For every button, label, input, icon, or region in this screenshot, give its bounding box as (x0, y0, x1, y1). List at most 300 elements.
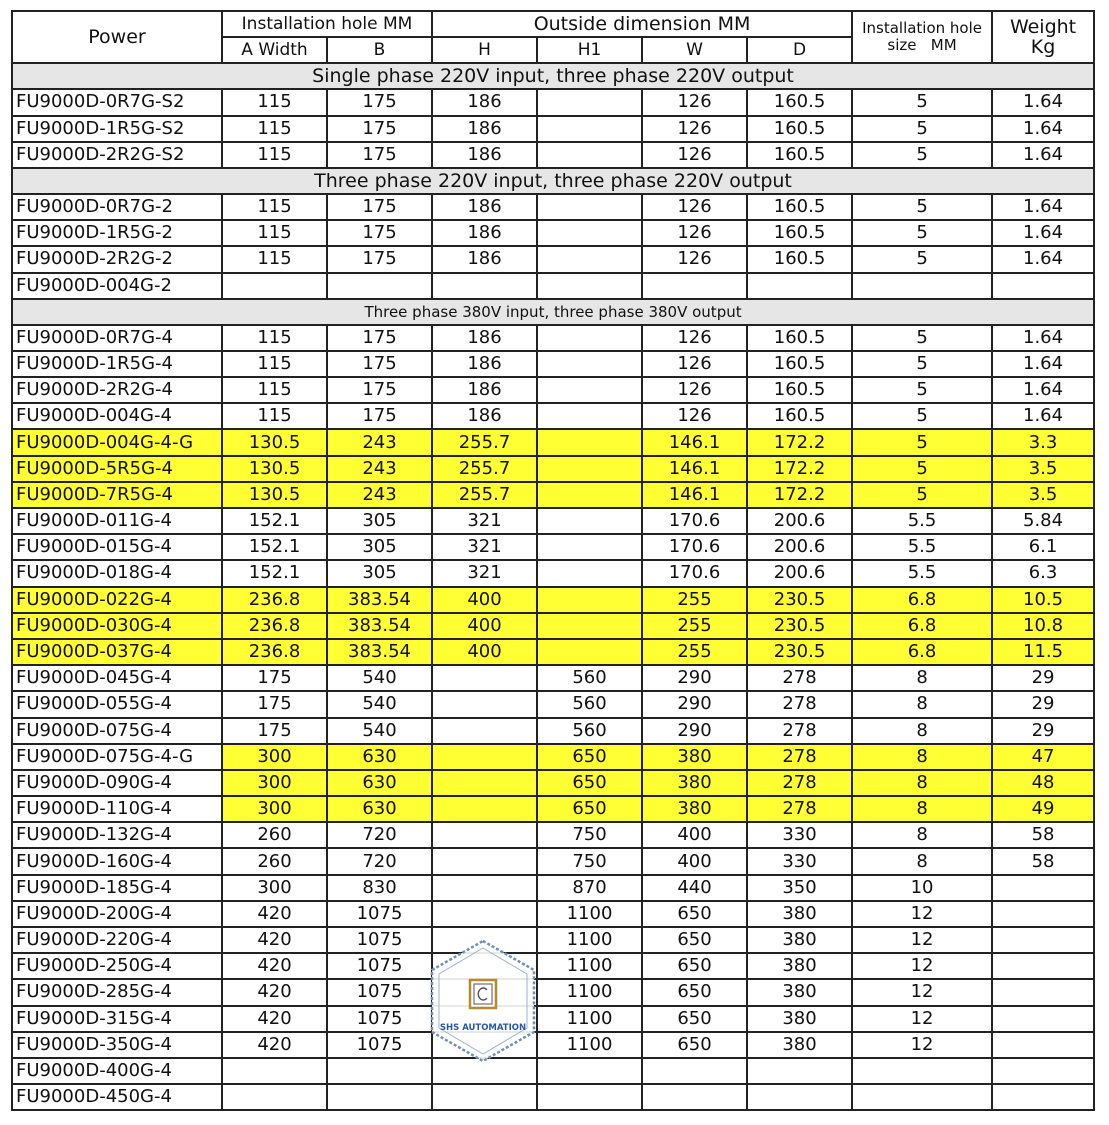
cell-model: FU9000D-2R2G-S2 (12, 142, 222, 168)
header-install-hole: Installation hole MM (222, 11, 432, 37)
cell-h (432, 744, 537, 770)
cell-weight (992, 1032, 1094, 1058)
cell-d: 278 (747, 770, 852, 796)
cell-d: 380 (747, 979, 852, 1005)
cell-hole-size: 12 (852, 901, 992, 927)
cell-d: 380 (747, 1006, 852, 1032)
cell-w: 126 (642, 142, 747, 168)
cell-b: 540 (327, 718, 432, 744)
cell-d (747, 1084, 852, 1110)
table-row (12, 377, 1094, 403)
cell-a-width: 115 (222, 325, 327, 351)
table-row (12, 901, 1094, 927)
cell-b: 383.54 (327, 587, 432, 613)
table-row (12, 456, 1094, 482)
cell-hole-size: 12 (852, 979, 992, 1005)
cell-w: 146.1 (642, 482, 747, 508)
cell-hole-size: 8 (852, 848, 992, 874)
cell-weight: 58 (992, 822, 1094, 848)
cell-hole-size: 5.5 (852, 534, 992, 560)
cell-w: 380 (642, 770, 747, 796)
cell-hole-size: 10 (852, 875, 992, 901)
cell-b: 540 (327, 665, 432, 691)
header-a-width: A Width (222, 37, 327, 63)
cell-b: 175 (327, 220, 432, 246)
cell-h: 255.7 (432, 482, 537, 508)
cell-model: FU9000D-2R2G-2 (12, 246, 222, 272)
cell-hole-size: 12 (852, 927, 992, 953)
header-outside-dimension: Outside dimension MM (432, 11, 852, 37)
cell-model: FU9000D-0R7G-S2 (12, 89, 222, 115)
cell-b: 243 (327, 482, 432, 508)
cell-b: 1075 (327, 1032, 432, 1058)
cell-b: 243 (327, 456, 432, 482)
cell-model: FU9000D-004G-2 (12, 273, 222, 299)
cell-b: 383.54 (327, 613, 432, 639)
table-row (12, 429, 1094, 455)
cell-a-width: 115 (222, 403, 327, 429)
cell-model: FU9000D-1R5G-2 (12, 220, 222, 246)
cell-hole-size: 8 (852, 665, 992, 691)
cell-h1 (537, 273, 642, 299)
table-row (12, 587, 1094, 613)
table-row (12, 744, 1094, 770)
header-weight-line2: Kg (1030, 36, 1056, 59)
section-title: Three phase 380V input, three phase 380V output (12, 299, 1094, 325)
cell-h1 (537, 246, 642, 272)
cell-h1: 560 (537, 691, 642, 717)
table-row (12, 116, 1094, 142)
cell-b: 175 (327, 142, 432, 168)
cell-hole-size (852, 1084, 992, 1110)
cell-h: 186 (432, 116, 537, 142)
cell-a-width: 130.5 (222, 429, 327, 455)
cell-h1: 650 (537, 770, 642, 796)
cell-model: FU9000D-110G-4 (12, 796, 222, 822)
cell-w: 126 (642, 403, 747, 429)
table-row (12, 691, 1094, 717)
cell-d: 200.6 (747, 534, 852, 560)
cell-a-width: 115 (222, 89, 327, 115)
cell-weight: 6.3 (992, 560, 1094, 586)
table-row (12, 1006, 1094, 1032)
cell-h1 (537, 482, 642, 508)
header-power: Power (12, 11, 222, 63)
cell-a-width: 260 (222, 848, 327, 874)
table-row (12, 822, 1094, 848)
cell-weight: 1.64 (992, 220, 1094, 246)
cell-b: 630 (327, 796, 432, 822)
cell-weight: 48 (992, 770, 1094, 796)
cell-b: 175 (327, 194, 432, 220)
cell-a-width: 115 (222, 220, 327, 246)
cell-a-width: 175 (222, 691, 327, 717)
cell-h1: 1100 (537, 1006, 642, 1032)
cell-b: 175 (327, 325, 432, 351)
cell-a-width: 152.1 (222, 534, 327, 560)
watermark-text: SHS AUTOMATION (439, 1023, 527, 1033)
cell-h (432, 273, 537, 299)
cell-b: 830 (327, 875, 432, 901)
cell-hole-size: 5 (852, 456, 992, 482)
cell-hole-size: 5 (852, 116, 992, 142)
cell-h1 (537, 220, 642, 246)
cell-b: 1075 (327, 979, 432, 1005)
cell-d: 172.2 (747, 456, 852, 482)
cell-weight: 58 (992, 848, 1094, 874)
table-row (12, 403, 1094, 429)
cell-w: 290 (642, 718, 747, 744)
cell-a-width: 420 (222, 901, 327, 927)
cell-hole-size: 8 (852, 691, 992, 717)
cell-d: 160.5 (747, 325, 852, 351)
cell-model: FU9000D-004G-4 (12, 403, 222, 429)
cell-b: 540 (327, 691, 432, 717)
cell-b: 175 (327, 246, 432, 272)
cell-b: 383.54 (327, 639, 432, 665)
cell-a-width: 236.8 (222, 587, 327, 613)
cell-w: 126 (642, 194, 747, 220)
cell-hole-size: 8 (852, 822, 992, 848)
cell-a-width: 300 (222, 875, 327, 901)
cell-w: 650 (642, 953, 747, 979)
cell-w: 126 (642, 89, 747, 115)
cell-w: 400 (642, 822, 747, 848)
cell-h1: 1100 (537, 979, 642, 1005)
cell-a-width: 130.5 (222, 456, 327, 482)
cell-model: FU9000D-045G-4 (12, 665, 222, 691)
cell-w: 170.6 (642, 534, 747, 560)
cell-h: 400 (432, 639, 537, 665)
cell-a-width (222, 1084, 327, 1110)
cell-model: FU9000D-5R5G-4 (12, 456, 222, 482)
cell-h1: 560 (537, 665, 642, 691)
cell-w: 126 (642, 325, 747, 351)
cell-h (432, 848, 537, 874)
cell-b: 630 (327, 770, 432, 796)
cell-h: 255.7 (432, 456, 537, 482)
table-row (12, 613, 1094, 639)
table-row (12, 848, 1094, 874)
cell-b: 243 (327, 429, 432, 455)
cell-w (642, 1084, 747, 1110)
cell-a-width: 115 (222, 142, 327, 168)
cell-weight: 29 (992, 665, 1094, 691)
cell-w: 146.1 (642, 456, 747, 482)
cell-weight (992, 1058, 1094, 1084)
cell-b: 305 (327, 534, 432, 560)
cell-weight: 5.84 (992, 508, 1094, 534)
cell-d: 160.5 (747, 351, 852, 377)
cell-model: FU9000D-037G-4 (12, 639, 222, 665)
cell-hole-size: 5 (852, 482, 992, 508)
table-row (12, 194, 1094, 220)
cell-a-width: 115 (222, 116, 327, 142)
cell-h1 (537, 1058, 642, 1084)
cell-w: 255 (642, 613, 747, 639)
cell-w: 650 (642, 901, 747, 927)
cell-weight (992, 1006, 1094, 1032)
cell-weight: 3.5 (992, 456, 1094, 482)
table-row (12, 142, 1094, 168)
cell-weight: 11.5 (992, 639, 1094, 665)
table-row (12, 665, 1094, 691)
cell-h (432, 1084, 537, 1110)
cell-b: 720 (327, 822, 432, 848)
cell-weight: 10.8 (992, 613, 1094, 639)
cell-h1 (537, 351, 642, 377)
section-row (12, 168, 1094, 194)
cell-h1 (537, 1084, 642, 1110)
table-row (12, 508, 1094, 534)
table-row (12, 560, 1094, 586)
cell-hole-size: 5 (852, 403, 992, 429)
cell-w: 380 (642, 796, 747, 822)
cell-h1: 650 (537, 796, 642, 822)
cell-d: 230.5 (747, 613, 852, 639)
cell-a-width: 175 (222, 665, 327, 691)
cell-d: 160.5 (747, 220, 852, 246)
table-row (12, 1084, 1094, 1110)
cell-model: FU9000D-2R2G-4 (12, 377, 222, 403)
cell-hole-size: 5 (852, 220, 992, 246)
cell-model: FU9000D-018G-4 (12, 560, 222, 586)
header-d: D (747, 37, 852, 63)
cell-w (642, 1058, 747, 1084)
cell-h1 (537, 194, 642, 220)
cell-h1 (537, 403, 642, 429)
cell-model: FU9000D-075G-4 (12, 718, 222, 744)
cell-model: FU9000D-285G-4 (12, 979, 222, 1005)
cell-h1: 1100 (537, 953, 642, 979)
cell-hole-size (852, 1058, 992, 1084)
cell-d: 330 (747, 822, 852, 848)
cell-model: FU9000D-315G-4 (12, 1006, 222, 1032)
cell-h1 (537, 429, 642, 455)
cell-h (432, 796, 537, 822)
cell-d: 380 (747, 901, 852, 927)
shs-automation-logo (428, 938, 538, 1064)
cell-hole-size: 5 (852, 142, 992, 168)
cell-h: 186 (432, 325, 537, 351)
table-row (12, 220, 1094, 246)
cell-weight: 3.5 (992, 482, 1094, 508)
cell-h: 400 (432, 613, 537, 639)
cell-b: 1075 (327, 927, 432, 953)
cell-a-width: 300 (222, 796, 327, 822)
cell-weight: 29 (992, 691, 1094, 717)
cell-w (642, 273, 747, 299)
table-row (12, 1032, 1094, 1058)
cell-d: 160.5 (747, 116, 852, 142)
cell-b (327, 273, 432, 299)
cell-w: 126 (642, 116, 747, 142)
cell-d: 380 (747, 953, 852, 979)
cell-d: 160.5 (747, 89, 852, 115)
cell-hole-size: 8 (852, 796, 992, 822)
cell-h1 (537, 89, 642, 115)
cell-model: FU9000D-200G-4 (12, 901, 222, 927)
cell-a-width (222, 1058, 327, 1084)
cell-a-width: 152.1 (222, 508, 327, 534)
cell-h: 186 (432, 403, 537, 429)
cell-a-width: 260 (222, 822, 327, 848)
cell-a-width: 300 (222, 744, 327, 770)
table-row (12, 927, 1094, 953)
cell-b: 305 (327, 508, 432, 534)
cell-weight (992, 927, 1094, 953)
cell-d: 172.2 (747, 429, 852, 455)
cell-w: 400 (642, 848, 747, 874)
dimension-table (11, 10, 1095, 1111)
cell-w: 170.6 (642, 560, 747, 586)
cell-weight: 1.64 (992, 351, 1094, 377)
cell-d: 278 (747, 796, 852, 822)
cell-h1: 1100 (537, 1032, 642, 1058)
table-row (12, 639, 1094, 665)
cell-w: 255 (642, 639, 747, 665)
section-row (12, 299, 1094, 325)
cell-d: 330 (747, 848, 852, 874)
cell-hole-size: 6.8 (852, 587, 992, 613)
cell-hole-size: 6.8 (852, 639, 992, 665)
cell-b: 720 (327, 848, 432, 874)
cell-h1 (537, 142, 642, 168)
cell-h: 186 (432, 351, 537, 377)
cell-w: 650 (642, 1032, 747, 1058)
cell-h (432, 691, 537, 717)
table-row (12, 875, 1094, 901)
cell-weight (992, 273, 1094, 299)
cell-a-width: 115 (222, 377, 327, 403)
cell-weight: 49 (992, 796, 1094, 822)
cell-d: 160.5 (747, 194, 852, 220)
cell-model: FU9000D-090G-4 (12, 770, 222, 796)
cell-d: 200.6 (747, 508, 852, 534)
cell-b: 1075 (327, 1006, 432, 1032)
cell-a-width: 115 (222, 351, 327, 377)
cell-d: 380 (747, 927, 852, 953)
header-w: W (642, 37, 747, 63)
cell-b: 1075 (327, 953, 432, 979)
cell-a-width: 420 (222, 927, 327, 953)
cell-weight: 6.1 (992, 534, 1094, 560)
cell-d: 380 (747, 1032, 852, 1058)
cell-d: 172.2 (747, 482, 852, 508)
cell-model: FU9000D-350G-4 (12, 1032, 222, 1058)
cell-w: 440 (642, 875, 747, 901)
cell-w: 170.6 (642, 508, 747, 534)
cell-w: 126 (642, 377, 747, 403)
cell-w: 255 (642, 587, 747, 613)
cell-model: FU9000D-004G-4-G (12, 429, 222, 455)
cell-w: 380 (642, 744, 747, 770)
cell-d: 278 (747, 744, 852, 770)
cell-d: 200.6 (747, 560, 852, 586)
cell-a-width: 152.1 (222, 560, 327, 586)
cell-h1 (537, 534, 642, 560)
cell-model: FU9000D-030G-4 (12, 613, 222, 639)
cell-a-width (222, 273, 327, 299)
cell-d: 160.5 (747, 246, 852, 272)
cell-h (432, 875, 537, 901)
cell-hole-size: 5.5 (852, 560, 992, 586)
cell-weight (992, 1084, 1094, 1110)
cell-model: FU9000D-220G-4 (12, 927, 222, 953)
cell-hole-size: 12 (852, 1006, 992, 1032)
section-title: Three phase 220V input, three phase 220V output (12, 168, 1094, 194)
cell-b (327, 1084, 432, 1110)
cell-a-width: 420 (222, 1032, 327, 1058)
cell-h (432, 718, 537, 744)
table-row (12, 953, 1094, 979)
cell-d: 278 (747, 718, 852, 744)
header-hole-size (852, 11, 992, 63)
cell-model: FU9000D-1R5G-4 (12, 351, 222, 377)
cell-hole-size: 12 (852, 1032, 992, 1058)
cell-model: FU9000D-250G-4 (12, 953, 222, 979)
table-row (12, 979, 1094, 1005)
table-body (12, 63, 1094, 1110)
table-row (12, 796, 1094, 822)
cell-w: 126 (642, 351, 747, 377)
header-weight (992, 11, 1094, 63)
cell-hole-size: 5.5 (852, 508, 992, 534)
cell-model: FU9000D-1R5G-S2 (12, 116, 222, 142)
cell-b: 1075 (327, 901, 432, 927)
cell-b: 175 (327, 403, 432, 429)
cell-weight (992, 979, 1094, 1005)
cell-w: 290 (642, 665, 747, 691)
table-row (12, 325, 1094, 351)
cell-h1: 1100 (537, 927, 642, 953)
cell-w: 126 (642, 220, 747, 246)
cell-hole-size: 5 (852, 325, 992, 351)
cell-b: 175 (327, 89, 432, 115)
cell-weight: 1.64 (992, 116, 1094, 142)
table-row (12, 1058, 1094, 1084)
cell-model: FU9000D-160G-4 (12, 848, 222, 874)
cell-hole-size: 8 (852, 744, 992, 770)
cell-h (432, 822, 537, 848)
header-hole-size-line2: size MM (887, 36, 957, 55)
cell-h1 (537, 613, 642, 639)
cell-weight: 1.64 (992, 377, 1094, 403)
header-h: H (432, 37, 537, 63)
cell-hole-size: 6.8 (852, 613, 992, 639)
cell-h1: 560 (537, 718, 642, 744)
cell-weight: 1.64 (992, 142, 1094, 168)
cell-model: FU9000D-075G-4-G (12, 744, 222, 770)
cell-weight: 1.64 (992, 325, 1094, 351)
cell-hole-size: 5 (852, 429, 992, 455)
table-row (12, 89, 1094, 115)
cell-h: 321 (432, 508, 537, 534)
cell-h1: 870 (537, 875, 642, 901)
cell-b: 175 (327, 351, 432, 377)
cell-model: FU9000D-011G-4 (12, 508, 222, 534)
cell-a-width: 420 (222, 1006, 327, 1032)
cell-hole-size: 8 (852, 718, 992, 744)
cell-d: 160.5 (747, 142, 852, 168)
cell-w: 290 (642, 691, 747, 717)
cell-model: FU9000D-450G-4 (12, 1084, 222, 1110)
cell-h: 186 (432, 194, 537, 220)
table-row (12, 534, 1094, 560)
cell-h: 400 (432, 587, 537, 613)
cell-a-width: 115 (222, 194, 327, 220)
cell-w: 650 (642, 979, 747, 1005)
